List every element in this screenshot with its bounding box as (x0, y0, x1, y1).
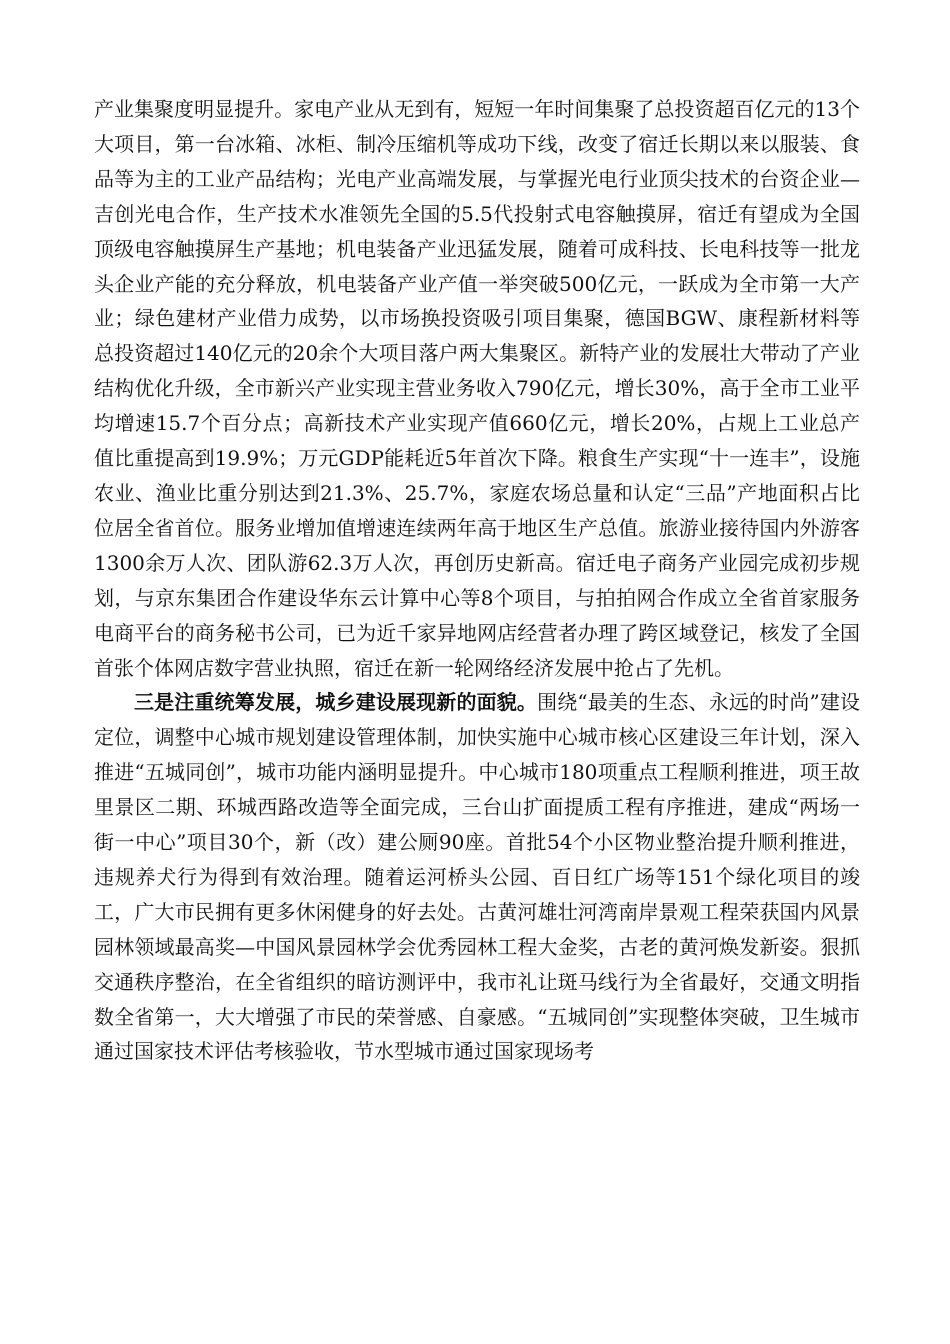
paragraph-industry: 产业集聚度明显提升。家电产业从无到有，短短一年时间集聚了总投资超百亿元的13个大项目，第一台冰箱、冰柜、制冷压缩机等成功下线，改变了宿迁长期以来以服装、食品等为主的工业产品结构；光电产业高端发展，与掌握光电行业顶尖技术的台资企业—吉创光电合作，生产技术水准领先全国的5.5代投射式电容触摸屏，宿迁有望成为全国顶级电容触摸屏生产基地；机电装备产业迅猛发展，随着可成科技、长电科技等一批龙头企业产能的充分释放，机电装备产业产值一举突破500亿元，一跃成为全市第一大产业；绿色建材产业借力成势，以市场换投资吸引项目集聚，德国BGW、康程新材料等总投资超过140亿元的20余个大项目落户两大集聚区。新特产业的发展壮大带动了产业结构优化升级，全市新兴产业实现主营业务收入790亿元，增长30%，高于全市工业平均增速15.7个百分点；高新技术产业实现产值660亿元，增长20%，占规上工业总产值比重提高到19.9%；万元GDP能耗近5年首次下降。粮食生产实现“十一连丰”，设施农业、渔业比重分别达到21.3%、25.7%，家庭农场总量和认定“三品”产地面积占比位居全省首位。服务业增加值增速连续两年高于地区生产总值。旅游业接待国内外游客1300余万人次、团队游62.3万人次，再创历史新高。宿迁电子商务产业园完成初步规划，与京东集团合作建设华东云计算中心等8个项目，与拍拍网合作成立全省首家服务电商平台的商务秘书公司，已为近千家异地网店经营者办理了跨区域登记，核发了全国首张个体网店数字营业执照，宿迁在新一轮网络经济发展中抢占了先机。 (94, 97, 860, 680)
paragraph-heading: 三是注重统筹发展，城乡建设展现新的面貌。 (134, 690, 538, 715)
document-page (94, 92, 860, 1069)
paragraph-urban-rural (94, 685, 860, 1069)
paragraph-body: 围绕“最美的生态、永远的时尚”建设定位，调整中心城市规划建设管理体制，加快实施中心城市核心区建设三年计划，深入推进“五城同创”，城市功能内涵明显提升。中心城市180项重点工程顺利推进，项王故里景区二期、环城西路改造等全面完成，三台山扩面提质工程有序推进，建成“两场一街一中心”项目30个，新（改）建公厕90座。首批54个小区物业整治提升顺利推进，违规养犬行为得到有效治理。随着运河桥头公园、百日红广场等151个绿化项目的竣工，广大市民拥有更多休闲健身的好去处。古黄河雄壮河湾南岸景观工程荣获国内风景园林领域最高奖—中国风景园林学会优秀园林工程大金奖，古老的黄河焕发新姿。狠抓交通秩序整治，在全省组织的暗访测评中，我市礼让斑马线行为全省最好，交通文明指数全省第一，大大增强了市民的荣誉感、自豪感。“五城同创”实现整体突破，卫生城市通过国家技术评估考核验收，节水型城市通过国家现场考 (94, 690, 861, 1064)
